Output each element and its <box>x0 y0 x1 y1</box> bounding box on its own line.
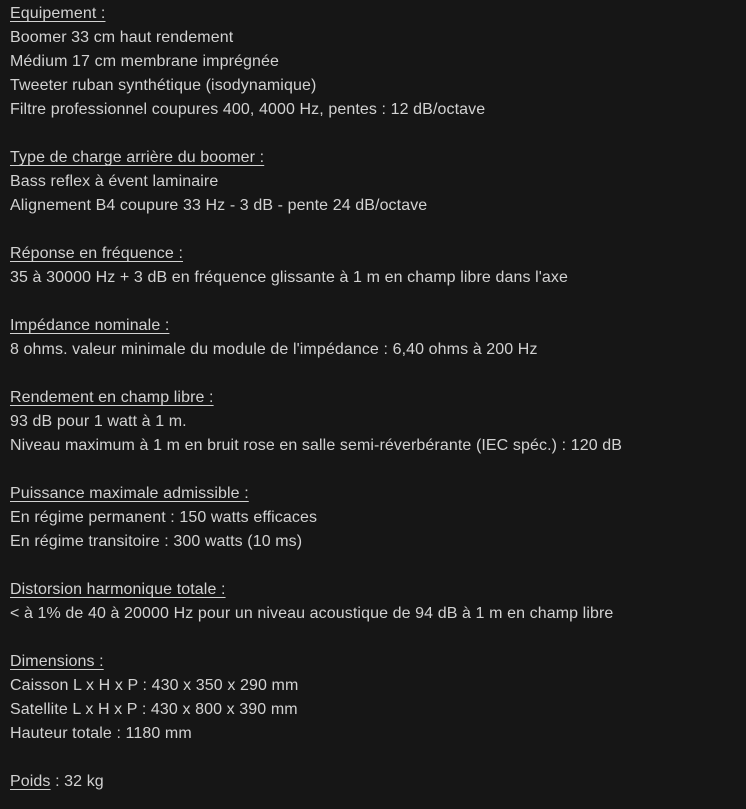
spec-section <box>10 578 736 626</box>
section-heading-text: Rendement en champ libre : <box>10 389 214 406</box>
spec-section <box>10 242 736 290</box>
spec-line: 35 à 30000 Hz + 3 dB en fréquence glissante à 1 m en champ libre dans l'axe <box>10 269 569 286</box>
spec-line: En régime permanent : 150 watts efficaces <box>10 509 318 526</box>
section-heading-text: Equipement : <box>10 5 106 22</box>
spec-line: Hauteur totale : 1180 mm <box>10 725 192 742</box>
spec-section <box>10 314 736 362</box>
section-heading-text: Puissance maximale admissible : <box>10 485 249 502</box>
section-heading <box>10 242 736 266</box>
spec-section <box>10 770 736 794</box>
spec-line: Satellite L x H x P : 430 x 800 x 390 mm <box>10 701 298 718</box>
spec-line: Bass reflex à évent laminaire <box>10 173 219 190</box>
spec-line: Filtre professionnel coupures 400, 4000 Hz, pentes : 12 dB/octave <box>10 101 486 118</box>
spec-line: Niveau maximum à 1 m en bruit rose en salle semi-réverbérante (IEC spéc.) : 120 dB <box>10 437 623 454</box>
spec-line: Boomer 33 cm haut rendement <box>10 29 234 46</box>
spec-line: Alignement B4 coupure 33 Hz - 3 dB - pente 24 dB/octave <box>10 197 428 214</box>
section-heading <box>10 386 736 410</box>
section-heading <box>10 650 736 674</box>
spec-line: Tweeter ruban synthétique (isodynamique) <box>10 77 317 94</box>
spec-section <box>10 650 736 746</box>
section-heading-text: Réponse en fréquence : <box>10 245 183 262</box>
section-heading <box>10 314 736 338</box>
section-heading <box>10 578 736 602</box>
section-heading-text: Dimensions : <box>10 653 104 670</box>
spec-line: 8 ohms. valeur minimale du module de l'impédance : 6,40 ohms à 200 Hz <box>10 341 538 358</box>
section-heading-suffix: : 32 kg <box>50 773 104 790</box>
section-heading-text: Impédance nominale : <box>10 317 170 334</box>
spec-line: 93 dB pour 1 watt à 1 m. <box>10 413 187 430</box>
section-heading-text: Distorsion harmonique totale : <box>10 581 226 598</box>
spec-line: < à 1% de 40 à 20000 Hz pour un niveau acoustique de 94 dB à 1 m en champ libre <box>10 605 614 622</box>
spec-section <box>10 146 736 218</box>
spec-line: En régime transitoire : 300 watts (10 ms) <box>10 533 303 550</box>
section-heading-text: Type de charge arrière du boomer : <box>10 149 265 166</box>
section-heading <box>10 482 736 506</box>
section-heading <box>10 146 736 170</box>
section-heading <box>10 2 736 26</box>
spec-section <box>10 386 736 458</box>
spec-line: Médium 17 cm membrane imprégnée <box>10 53 279 70</box>
spec-line: Caisson L x H x P : 430 x 350 x 290 mm <box>10 677 299 694</box>
spec-section <box>10 482 736 554</box>
section-heading <box>10 770 736 794</box>
section-heading-text: Poids <box>10 773 51 790</box>
spec-section <box>10 2 736 122</box>
